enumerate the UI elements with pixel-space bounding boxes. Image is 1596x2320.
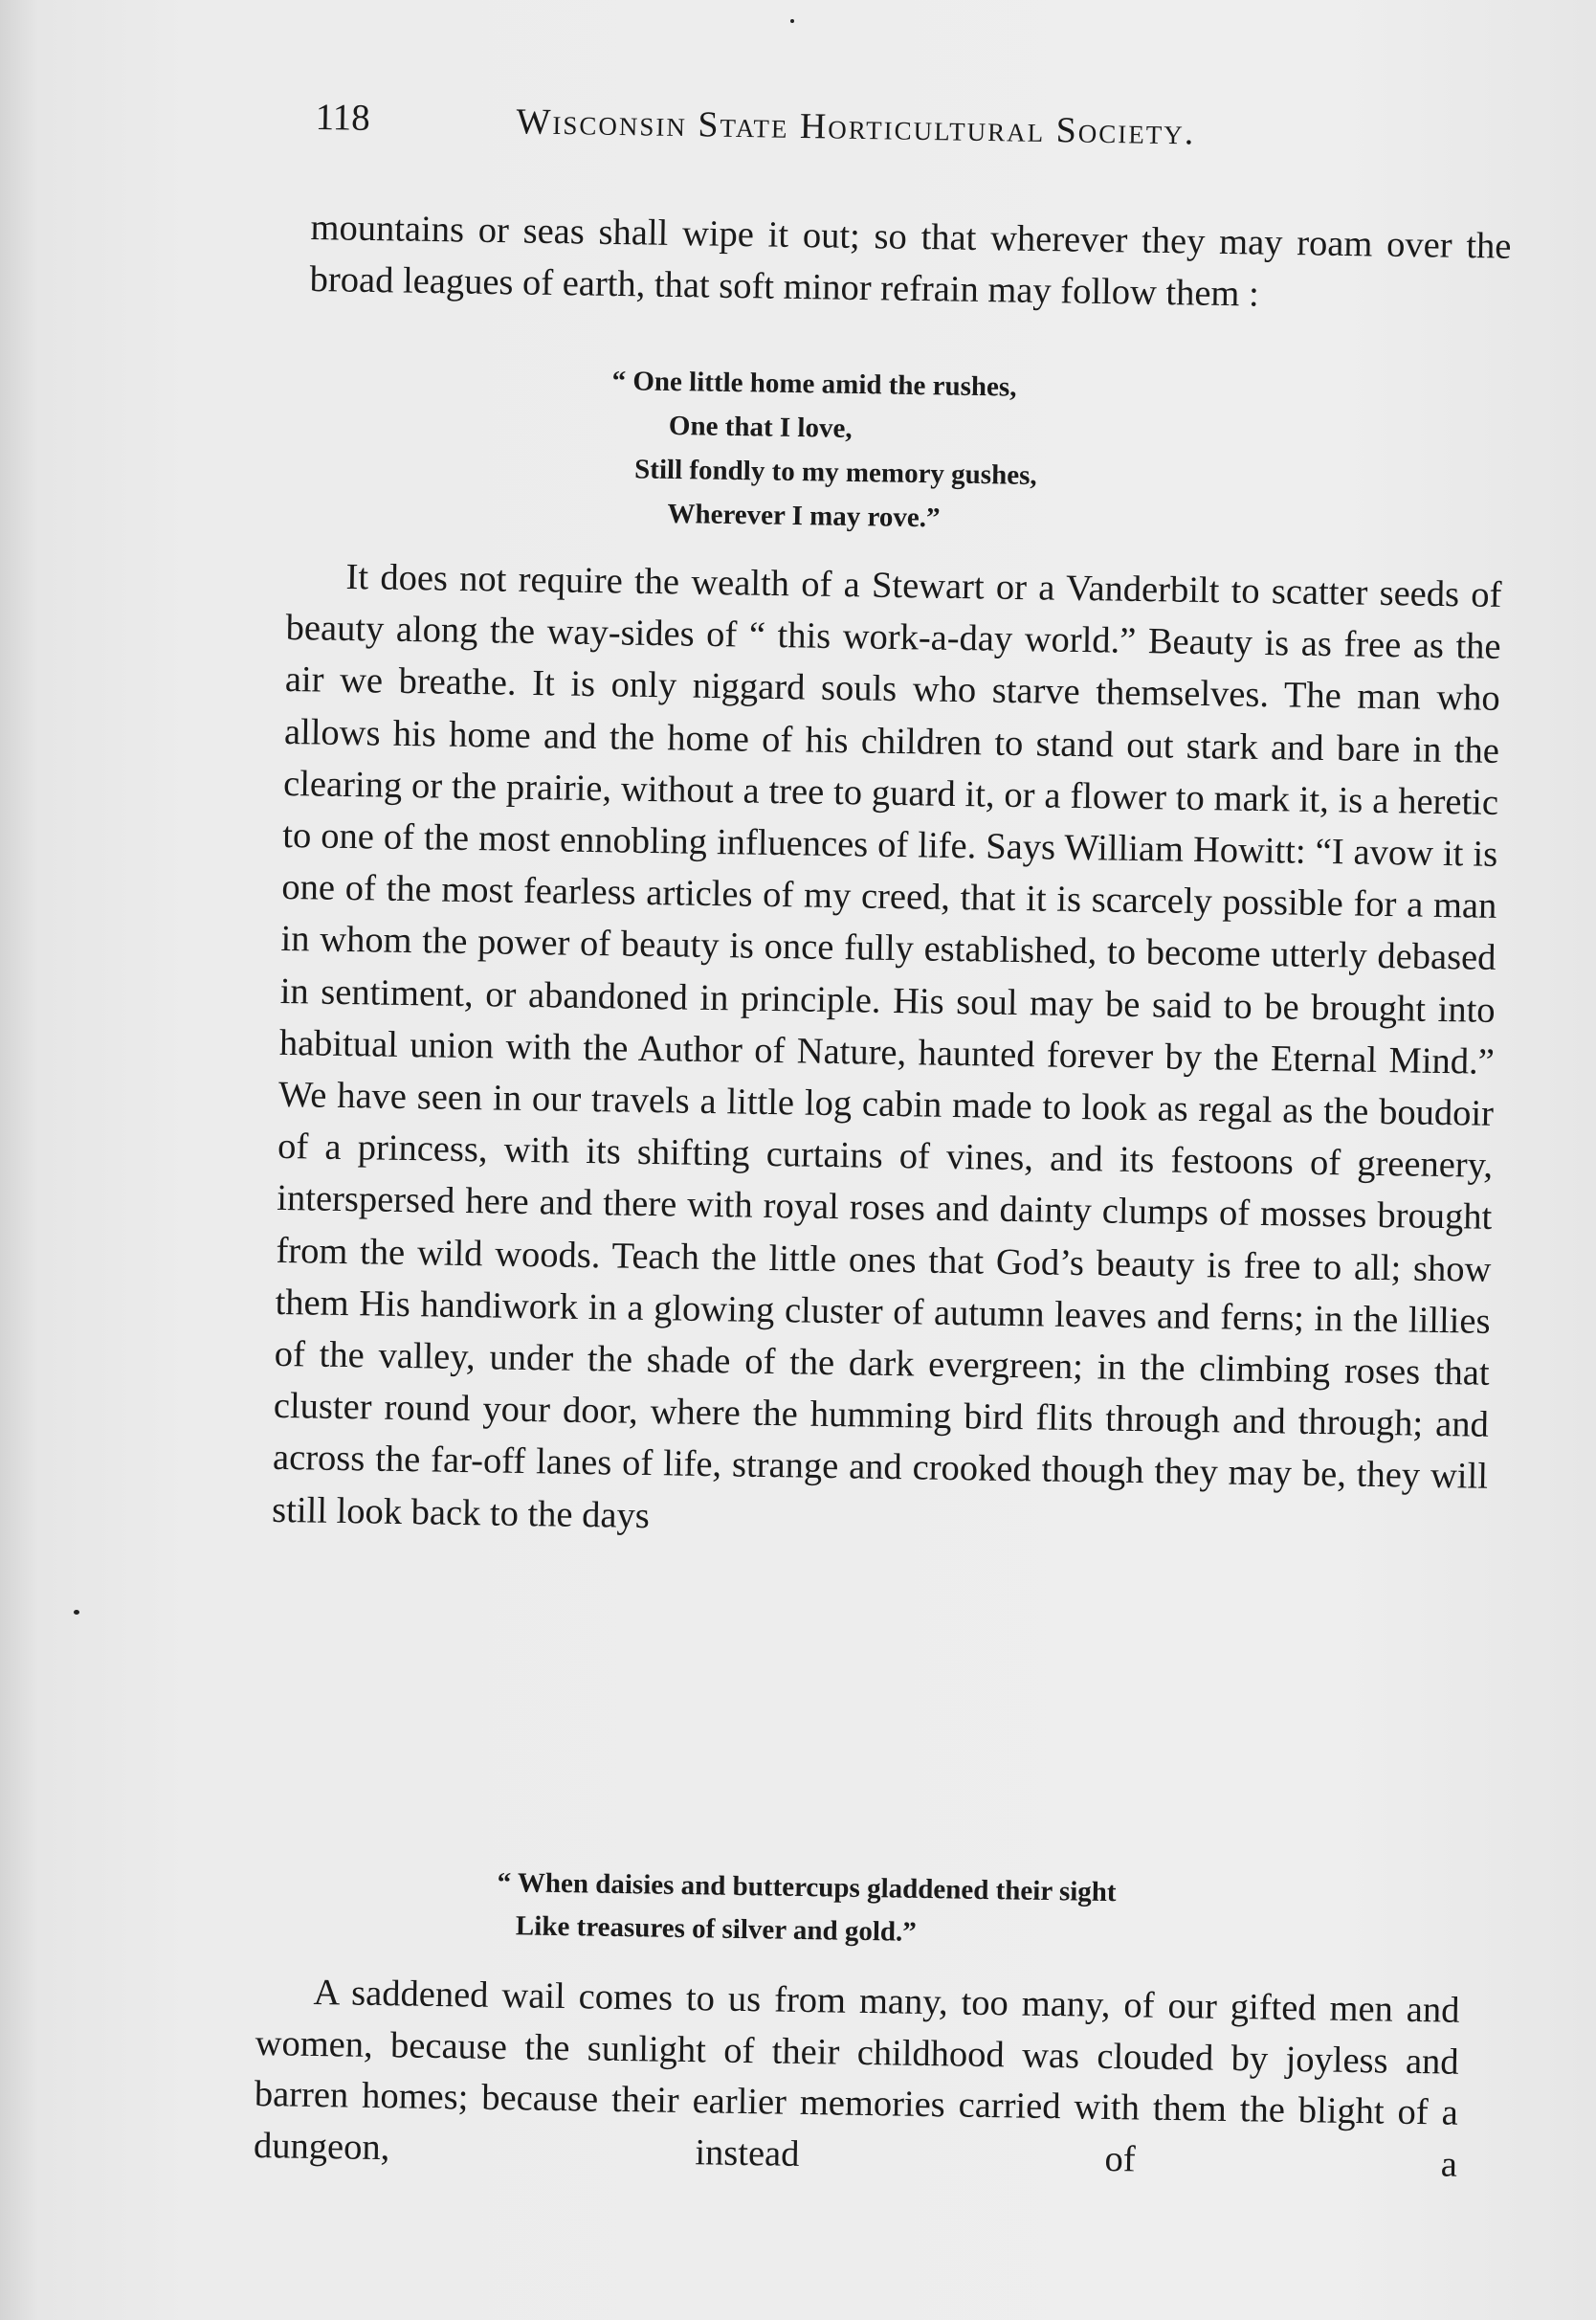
verse-two-line: “ When daisies and buttercups gladdened their sight (497, 1866, 1117, 1908)
closing-paragraph-block (253, 1967, 1491, 2185)
intro-paragraph: mountains or seas shall wipe it out; so that wherever they may roam over the broad leagues of earth, that soft minor refrain may follow them : (309, 207, 1512, 315)
main-paragraph-block (271, 550, 1512, 1536)
verse-one (610, 359, 1038, 542)
ink-speck (790, 19, 794, 23)
verse-one-line: “ One little home amid the rushes, (611, 365, 1017, 403)
page-header (315, 96, 1397, 180)
main-paragraph: It does not require the wealth of a Stewart or a Vanderbilt to scatter seeds of beauty along the way-sides of “ this work-a-day world.” Beauty is as free as the air we breathe. It is only niggard souls who starve themselves. The man who allows his home and the home of his children to stand out stark and bare in the clearing or the prairie, without a tree to guard it, or a flower to mark it, is a heretic to one of the most ennobling influences of life. Says William Howitt: “I avow it is one of the most fearless articles of my creed, that it is scarcely possible for a man in whom the power of beauty is once fully established, to become utterly debased in sentiment, or abandoned in principle. His soul may be said to be brought into habitual union with the Author of Nature, haunted forever by the Eternal Mind.” We have seen in our travels a little log cabin made to look as regal as the boudoir of a princess, with its shifting curtains of vines, and its festoons of greenery, interspersed here and there with royal roses and dainty clumps of mosses brought from the wild woods. Teach the little ones that God’s beauty is free to all; show them His handiwork in a glowing cluster of autumn leaves and ferns; in the lillies of the valley, under the shade of the dark evergreen; in the climbing roses that cluster round your door, where the humming bird flits through and through; and across the far-off lanes of life, strange and crooked though they may be, they will still look back to the days (271, 556, 1502, 1536)
intro-paragraph-block (309, 203, 1564, 315)
verse-two-line: Like treasures of silver and gold.” (515, 1910, 918, 1948)
verse-one-line: One that I love, (668, 410, 853, 444)
verse-two (497, 1862, 1117, 1957)
ink-speck (74, 1610, 79, 1615)
closing-paragraph: A saddened wail comes to us from many, too many, of our gifted men and women, because the sunlight of their childhood was clouded by joyless and barren homes; because their earlier memories carried with them the blight of a dungeon, instead of a (253, 1972, 1460, 2185)
running-title: Wisconsin State Horticultural Society. (516, 101, 1196, 153)
verse-one-line: Wherever I may rove.” (667, 498, 941, 534)
verse-one-line: Still fondly to my memory gushes, (633, 454, 1037, 491)
page-number: 118 (315, 96, 371, 139)
